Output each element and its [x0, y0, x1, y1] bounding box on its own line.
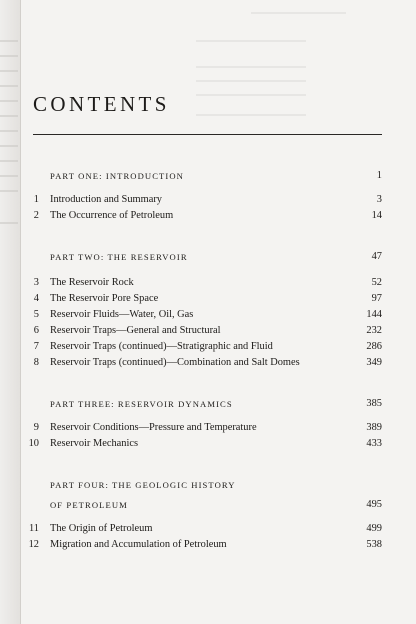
part-heading: [50, 169, 382, 183]
part-page-number: 1: [376, 170, 382, 181]
chapter-title: The Occurrence of Petroleum: [50, 210, 174, 221]
chapter-number: 2: [33, 210, 39, 221]
chapter-title: Reservoir Conditions—Pressure and Temperature: [50, 422, 257, 433]
part-page-number: 47: [371, 251, 382, 262]
chapter-title: The Origin of Petroleum: [50, 523, 153, 534]
part-label: PART TWO: THE RESERVOIR: [50, 252, 188, 262]
toc-entry: [25, 538, 382, 552]
chapter-title: Reservoir Fluids—Water, Oil, Gas: [50, 309, 194, 320]
chapter-number: 11: [28, 523, 39, 534]
toc-entry: [25, 421, 382, 435]
chapter-number: 6: [33, 325, 39, 336]
page-number: 14: [371, 210, 382, 221]
toc-entry: [25, 324, 382, 338]
page-number: 144: [366, 309, 382, 320]
page-title: CONTENTS: [33, 92, 170, 116]
contents-page: [21, 0, 416, 624]
chapter-title: Migration and Accumulation of Petroleum: [50, 539, 227, 550]
page-number: 232: [366, 325, 382, 336]
toc-entry: [25, 292, 382, 306]
page-number: 538: [366, 539, 382, 550]
toc-entry: [25, 356, 382, 370]
toc-entry: [25, 276, 382, 290]
toc-entry: [25, 437, 382, 451]
chapter-title: The Reservoir Rock: [50, 277, 134, 288]
page-number: 97: [371, 293, 382, 304]
toc-entry: [25, 340, 382, 354]
part-label: PART THREE: RESERVOIR DYNAMICS: [50, 399, 233, 409]
part-heading: [50, 397, 382, 411]
page-number: 349: [366, 357, 382, 368]
title-rule: [33, 134, 382, 135]
chapter-number: 8: [33, 357, 39, 368]
facing-page-edge: [0, 0, 21, 624]
chapter-title: The Reservoir Pore Space: [50, 293, 159, 304]
chapter-title: Introduction and Summary: [50, 194, 162, 205]
chapter-title: Reservoir Traps (continued)—Stratigraphic and Fluid: [50, 341, 273, 352]
toc-entry: [25, 193, 382, 207]
chapter-number: 5: [33, 309, 39, 320]
chapter-title: Reservoir Mechanics: [50, 438, 139, 449]
toc-entry: [25, 308, 382, 322]
page-number: 389: [366, 422, 382, 433]
part-heading-continued: [50, 498, 382, 512]
page-number: 433: [366, 438, 382, 449]
chapter-number: 3: [33, 277, 39, 288]
chapter-number: 10: [28, 438, 39, 449]
chapter-number: 12: [28, 539, 39, 550]
part-label: OF PETROLEUM: [50, 500, 128, 510]
page-number: 3: [376, 194, 382, 205]
toc-entry: [25, 209, 382, 223]
part-label: PART ONE: INTRODUCTION: [50, 171, 184, 181]
chapter-number: 7: [33, 341, 39, 352]
part-label: PART FOUR: THE GEOLOGIC HISTORY: [50, 480, 236, 490]
chapter-title: Reservoir Traps—General and Structural: [50, 325, 221, 336]
page-number: 286: [366, 341, 382, 352]
part-page-number: 495: [366, 499, 382, 510]
page-number: 52: [371, 277, 382, 288]
part-page-number: 385: [366, 398, 382, 409]
page-number: 499: [366, 523, 382, 534]
toc-entry: [25, 522, 382, 536]
chapter-number: 9: [33, 422, 39, 433]
part-heading: [50, 250, 382, 264]
chapter-title: Reservoir Traps (continued)—Combination and Salt Domes: [50, 357, 300, 368]
chapter-number: 1: [33, 194, 39, 205]
part-heading: [50, 478, 382, 492]
chapter-number: 4: [33, 293, 39, 304]
